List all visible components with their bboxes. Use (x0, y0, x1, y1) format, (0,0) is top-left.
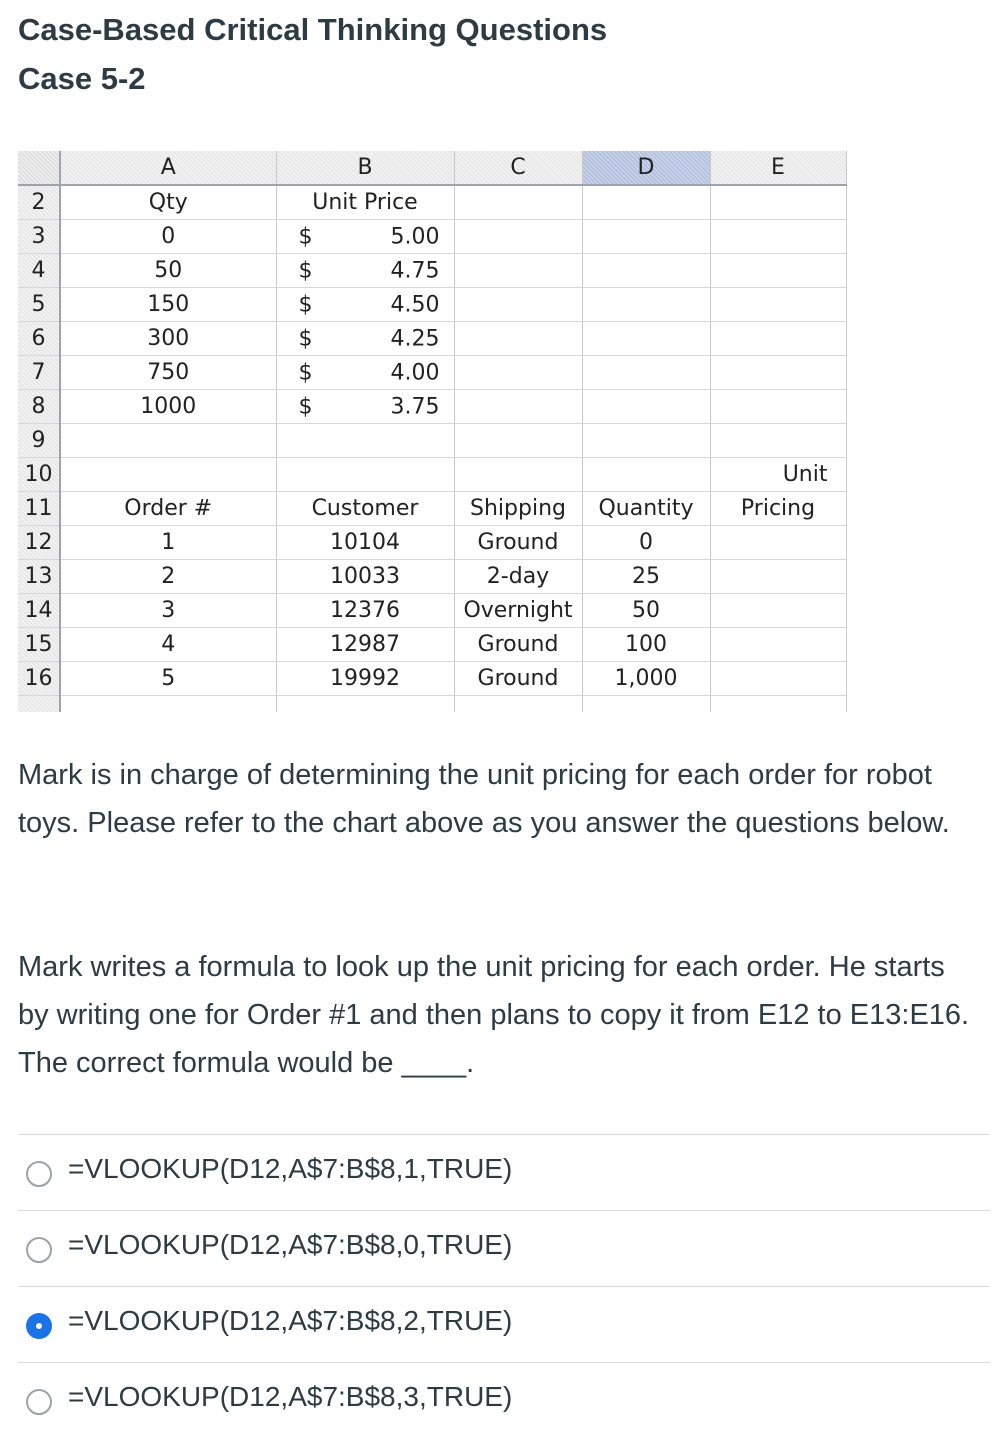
cell-e (710, 628, 846, 662)
cell-d (582, 288, 710, 322)
cell-a: 4 (60, 628, 276, 662)
cell-e (710, 424, 846, 458)
radio-button[interactable] (26, 1389, 52, 1415)
row-header: 2 (18, 185, 60, 220)
cell-d: 50 (582, 594, 710, 628)
cell-c (454, 254, 582, 288)
cell-c (454, 356, 582, 390)
table-row (18, 458, 846, 492)
cell-b: Customer (276, 492, 454, 526)
row-header: 4 (18, 254, 60, 288)
table-row (18, 254, 846, 288)
cell-d (582, 254, 710, 288)
answer-list (18, 1134, 990, 1438)
cell-a: 150 (60, 288, 276, 322)
cell-a: Qty (60, 185, 276, 220)
cell-b: 19992 (276, 662, 454, 696)
page-title: Case-Based Critical Thinking Questions (18, 12, 608, 47)
cell-a (60, 458, 276, 492)
cell-c: Overnight (454, 594, 582, 628)
cell-c (454, 696, 582, 713)
currency-symbol: $ (298, 360, 313, 385)
cell-e (710, 185, 846, 220)
cell-c (454, 390, 582, 424)
table-row (18, 390, 846, 424)
row-header: 14 (18, 594, 60, 628)
cell-b: 10033 (276, 560, 454, 594)
cell-a: 0 (60, 220, 276, 254)
table-row (18, 185, 846, 220)
cell-e (710, 662, 846, 696)
answer-option[interactable] (18, 1134, 990, 1210)
table-row-partial (18, 696, 846, 713)
row-header: 6 (18, 322, 60, 356)
cell-e (710, 696, 846, 713)
cell-b (276, 458, 454, 492)
cell-d: 1,000 (582, 662, 710, 696)
cell-b (276, 356, 454, 390)
cell-d (582, 356, 710, 390)
cell-b (276, 322, 454, 356)
currency-symbol: $ (298, 224, 313, 249)
price-amount: 4.50 (390, 292, 440, 317)
spreadsheet-body (18, 185, 846, 712)
cell-d: 0 (582, 526, 710, 560)
table-row (18, 662, 846, 696)
cell-e (710, 594, 846, 628)
cell-d: 25 (582, 560, 710, 594)
currency-symbol: $ (298, 258, 313, 283)
row-header: 7 (18, 356, 60, 390)
cell-d (582, 220, 710, 254)
cell-b: 10104 (276, 526, 454, 560)
cell-e (710, 254, 846, 288)
cell-e (710, 322, 846, 356)
cell-e (710, 220, 846, 254)
table-row (18, 594, 846, 628)
cell-b: 12376 (276, 594, 454, 628)
cell-c: Ground (454, 628, 582, 662)
spreadsheet-grid (18, 151, 847, 712)
answer-option[interactable] (18, 1286, 990, 1362)
spreadsheet-image (18, 151, 846, 701)
cell-e (710, 390, 846, 424)
cell-a (60, 424, 276, 458)
cell-e (710, 356, 846, 390)
cell-a: Order # (60, 492, 276, 526)
cell-a: 1 (60, 526, 276, 560)
cell-c (454, 185, 582, 220)
price-amount: 4.25 (390, 326, 440, 351)
case-subtitle: Case 5-2 (18, 61, 146, 96)
row-header: 12 (18, 526, 60, 560)
table-row (18, 424, 846, 458)
cell-c (454, 424, 582, 458)
row-header (18, 696, 60, 713)
cell-c (454, 288, 582, 322)
table-row (18, 560, 846, 594)
cell-d (582, 390, 710, 424)
price-amount: 4.75 (390, 258, 440, 283)
cell-c (454, 220, 582, 254)
cell-e (710, 288, 846, 322)
radio-button[interactable] (26, 1313, 52, 1339)
table-row (18, 356, 846, 390)
row-header: 15 (18, 628, 60, 662)
answer-label[interactable]: =VLOOKUP(D12,A$7:B$8,1,TRUE) (68, 1153, 513, 1184)
radio-button[interactable] (26, 1161, 52, 1187)
row-header: 10 (18, 458, 60, 492)
column-header-row (18, 151, 846, 185)
cell-b (276, 220, 454, 254)
currency-symbol: $ (298, 326, 313, 351)
currency-symbol: $ (298, 292, 313, 317)
cell-a: 750 (60, 356, 276, 390)
cell-a: 300 (60, 322, 276, 356)
cell-c (454, 458, 582, 492)
cell-c: Ground (454, 526, 582, 560)
cell-c: Ground (454, 662, 582, 696)
cell-c: Shipping (454, 492, 582, 526)
answer-option[interactable] (18, 1362, 990, 1438)
cell-d: 100 (582, 628, 710, 662)
column-header-b: B (276, 151, 454, 185)
cell-d: Quantity (582, 492, 710, 526)
cell-a: 5 (60, 662, 276, 696)
cell-a (60, 696, 276, 713)
answer-option[interactable] (18, 1210, 990, 1286)
cell-e: Pricing (710, 492, 846, 526)
cell-d (582, 424, 710, 458)
radio-button[interactable] (26, 1237, 52, 1263)
question-prompt: Mark writes a formula to look up the unit pricing for each order. He starts by writing one for Order #1 and then plans to copy it from E12 to E13:E16. The correct formula would be ____. (18, 951, 970, 1079)
table-row (18, 492, 846, 526)
price-amount: 5.00 (390, 224, 440, 249)
row-header: 16 (18, 662, 60, 696)
row-header: 8 (18, 390, 60, 424)
cell-e (710, 560, 846, 594)
row-header: 5 (18, 288, 60, 322)
currency-symbol: $ (298, 394, 313, 419)
row-header: 9 (18, 424, 60, 458)
cell-a: 2 (60, 560, 276, 594)
cell-b (276, 390, 454, 424)
cell-a: 50 (60, 254, 276, 288)
cell-d (582, 185, 710, 220)
cell-c (454, 322, 582, 356)
question-intro: Mark is in charge of determining the unit pricing for each order for robot toys. Please refer to the chart above as you answer the questions below. (18, 759, 950, 839)
cell-a: 1000 (60, 390, 276, 424)
answer-label[interactable]: =VLOOKUP(D12,A$7:B$8,3,TRUE) (68, 1381, 513, 1412)
cell-e: Unit (710, 458, 846, 492)
cell-b (276, 254, 454, 288)
cell-b: 12987 (276, 628, 454, 662)
cell-b (276, 696, 454, 713)
cell-e (710, 526, 846, 560)
column-header-a: A (60, 151, 276, 185)
cell-a: 3 (60, 594, 276, 628)
row-header: 3 (18, 220, 60, 254)
table-row (18, 220, 846, 254)
table-row (18, 628, 846, 662)
table-row (18, 526, 846, 560)
cell-b: Unit Price (276, 185, 454, 220)
cell-d (582, 322, 710, 356)
column-header-d: D (582, 151, 710, 185)
price-amount: 3.75 (390, 394, 440, 419)
cell-b (276, 424, 454, 458)
select-all-corner (18, 151, 60, 185)
row-header: 11 (18, 492, 60, 526)
table-row (18, 322, 846, 356)
cell-d (582, 696, 710, 713)
answer-label[interactable]: =VLOOKUP(D12,A$7:B$8,2,TRUE) (68, 1305, 513, 1336)
cell-c: 2-day (454, 560, 582, 594)
row-header: 13 (18, 560, 60, 594)
column-header-e: E (710, 151, 846, 185)
column-header-c: C (454, 151, 582, 185)
table-row (18, 288, 846, 322)
price-amount: 4.00 (390, 360, 440, 385)
cell-b (276, 288, 454, 322)
cell-d (582, 458, 710, 492)
answer-label[interactable]: =VLOOKUP(D12,A$7:B$8,0,TRUE) (68, 1229, 513, 1260)
